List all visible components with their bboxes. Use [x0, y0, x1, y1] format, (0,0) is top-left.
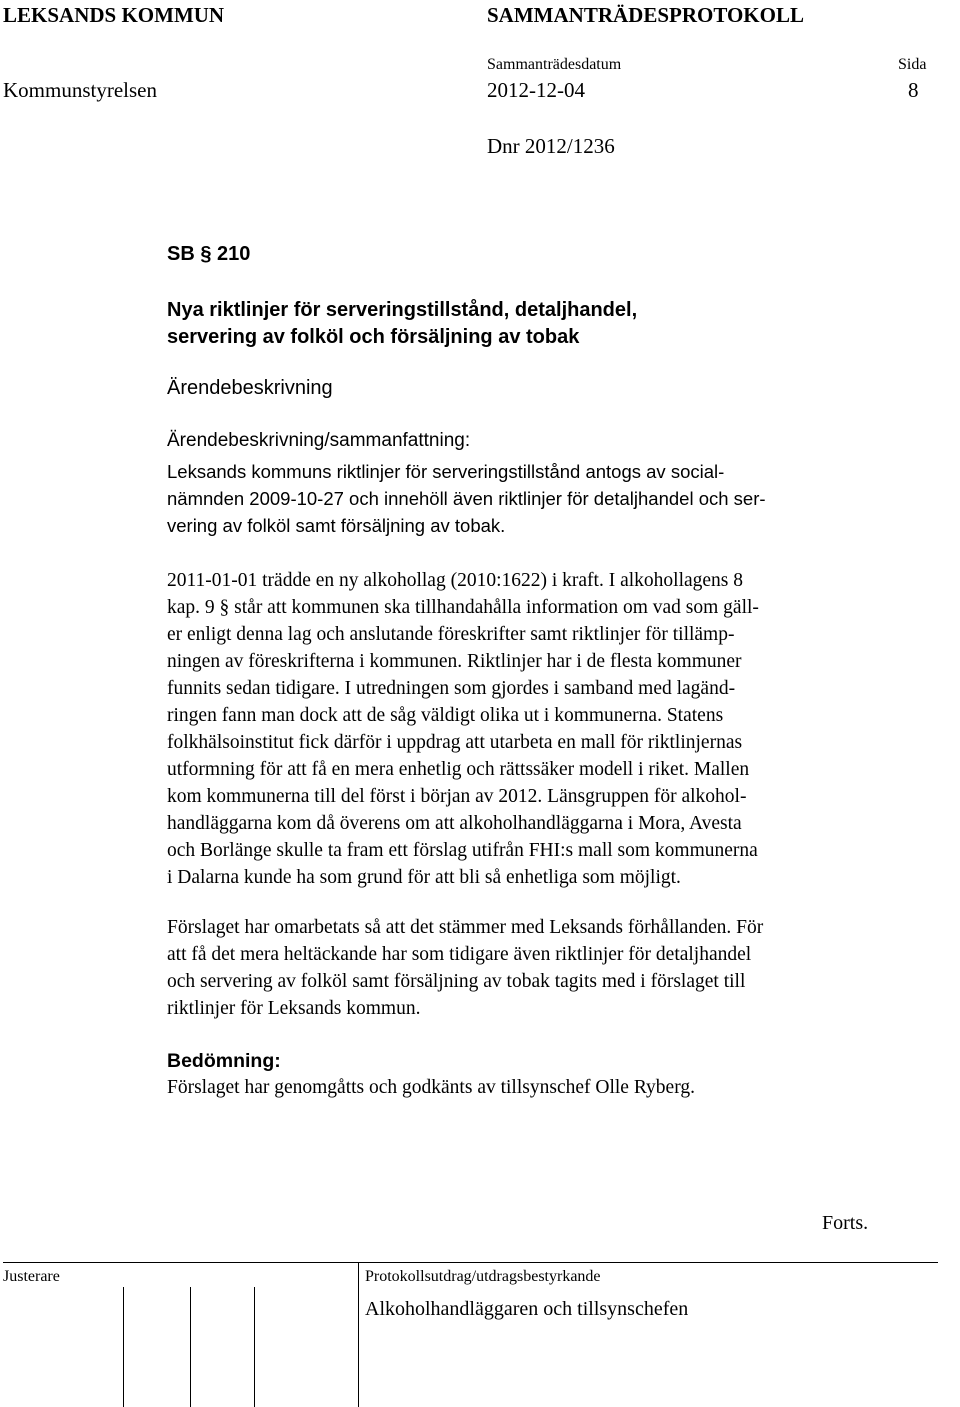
summary-line: nämnden 2009-10-27 och innehöll även riktlinjer för detaljhandel och ser-	[167, 488, 766, 509]
paragraph-line: er enligt denna lag och anslutande föreskrifter samt riktlinjer för tillämp-	[167, 624, 735, 645]
paragraph-line: ringen fann man dock att de såg väldigt olika ut i kommunerna. Statens	[167, 705, 724, 726]
title-line: Nya riktlinjer för serveringstillstånd, detaljhandel,	[167, 299, 638, 321]
footer-column-divider	[358, 1262, 359, 1407]
paragraph-line: folkhälsoinstitut fick därför i uppdrag att utarbeta en mall för riktlinjernas	[167, 732, 743, 753]
extract-label: Protokollsutdrag/utdragsbestyrkande	[365, 1268, 601, 1285]
section-number: SB § 210	[167, 243, 251, 265]
section-title	[167, 296, 637, 350]
paragraph-1	[167, 567, 759, 891]
assessment-heading: Bedömning:	[167, 1050, 281, 1072]
committee-name: Kommunstyrelsen	[3, 78, 157, 102]
paragraph-line: riktlinjer för Leksands kommun.	[167, 998, 421, 1019]
paragraph-line: att få det mera heltäckande har som tidigare även riktlinjer för detaljhandel	[167, 944, 752, 965]
paragraph-2	[167, 914, 763, 1022]
paragraph-line: funnits sedan tidigare. I utredningen som gjordes i samband med lagänd-	[167, 678, 736, 699]
paragraph-line: i Dalarna kunde ha som grund för att bli så enhetliga som möjligt.	[167, 867, 681, 888]
page-label: Sida	[898, 56, 927, 73]
meeting-date: 2012-12-04	[487, 78, 585, 102]
paragraph-line: och servering av folköl samt försäljning av tobak tagits med i förslaget till	[167, 971, 746, 992]
title-line: servering av folköl och försäljning av tobak	[167, 326, 580, 348]
signature-divider	[254, 1287, 255, 1407]
date-label: Sammanträdesdatum	[487, 56, 622, 73]
footer-divider	[3, 1262, 938, 1263]
continued-note: Forts.	[822, 1212, 869, 1234]
summary-text	[167, 458, 766, 539]
case-number: Dnr 2012/1236	[487, 134, 615, 158]
paragraph-line: handläggarna kom då överens om att alkoholhandläggarna i Mora, Avesta	[167, 813, 742, 834]
paragraph-line: 2011-01-01 trädde en ny alkohollag (2010:1622) i kraft. I alkohollagens 8	[167, 570, 744, 591]
assessment-text: Förslaget har genomgåtts och godkänts av tillsynschef Olle Ryberg.	[167, 1077, 695, 1098]
organization-name: LEKSANDS KOMMUN	[3, 3, 225, 27]
summary-line: vering av folköl samt försäljning av tobak.	[167, 515, 506, 536]
paragraph-line: kom kommunerna till del först i början av 2012. Länsgruppen för alkohol-	[167, 786, 747, 807]
paragraph-line: kap. 9 § står att kommunen ska tillhandahålla information om vad som gäll-	[167, 597, 759, 618]
summary-heading: Ärendebeskrivning/sammanfattning:	[167, 430, 471, 451]
paragraph-line: utformning för att få en mera enhetlig och rättssäker modell i riket. Mallen	[167, 759, 750, 780]
justerare-label: Justerare	[3, 1268, 60, 1285]
document-type: SAMMANTRÄDESPROTOKOLL	[487, 3, 804, 27]
paragraph-line: ningen av föreskrifterna i kommunen. Riktlinjer har i de flesta kommuner	[167, 651, 742, 672]
signature-divider	[190, 1287, 191, 1407]
page-number: 8	[908, 78, 919, 102]
signature-divider	[123, 1287, 124, 1407]
extract-recipient: Alkoholhandläggaren och tillsynschefen	[365, 1298, 689, 1320]
paragraph-line: och Borlänge skulle ta fram ett förslag utifrån FHI:s mall som kommunerna	[167, 840, 758, 861]
paragraph-line: Förslaget har omarbetats så att det stämmer med Leksands förhållanden. För	[167, 917, 764, 938]
description-heading: Ärendebeskrivning	[167, 377, 333, 399]
summary-line: Leksands kommuns riktlinjer för serveringstillstånd antogs av social-	[167, 461, 725, 482]
